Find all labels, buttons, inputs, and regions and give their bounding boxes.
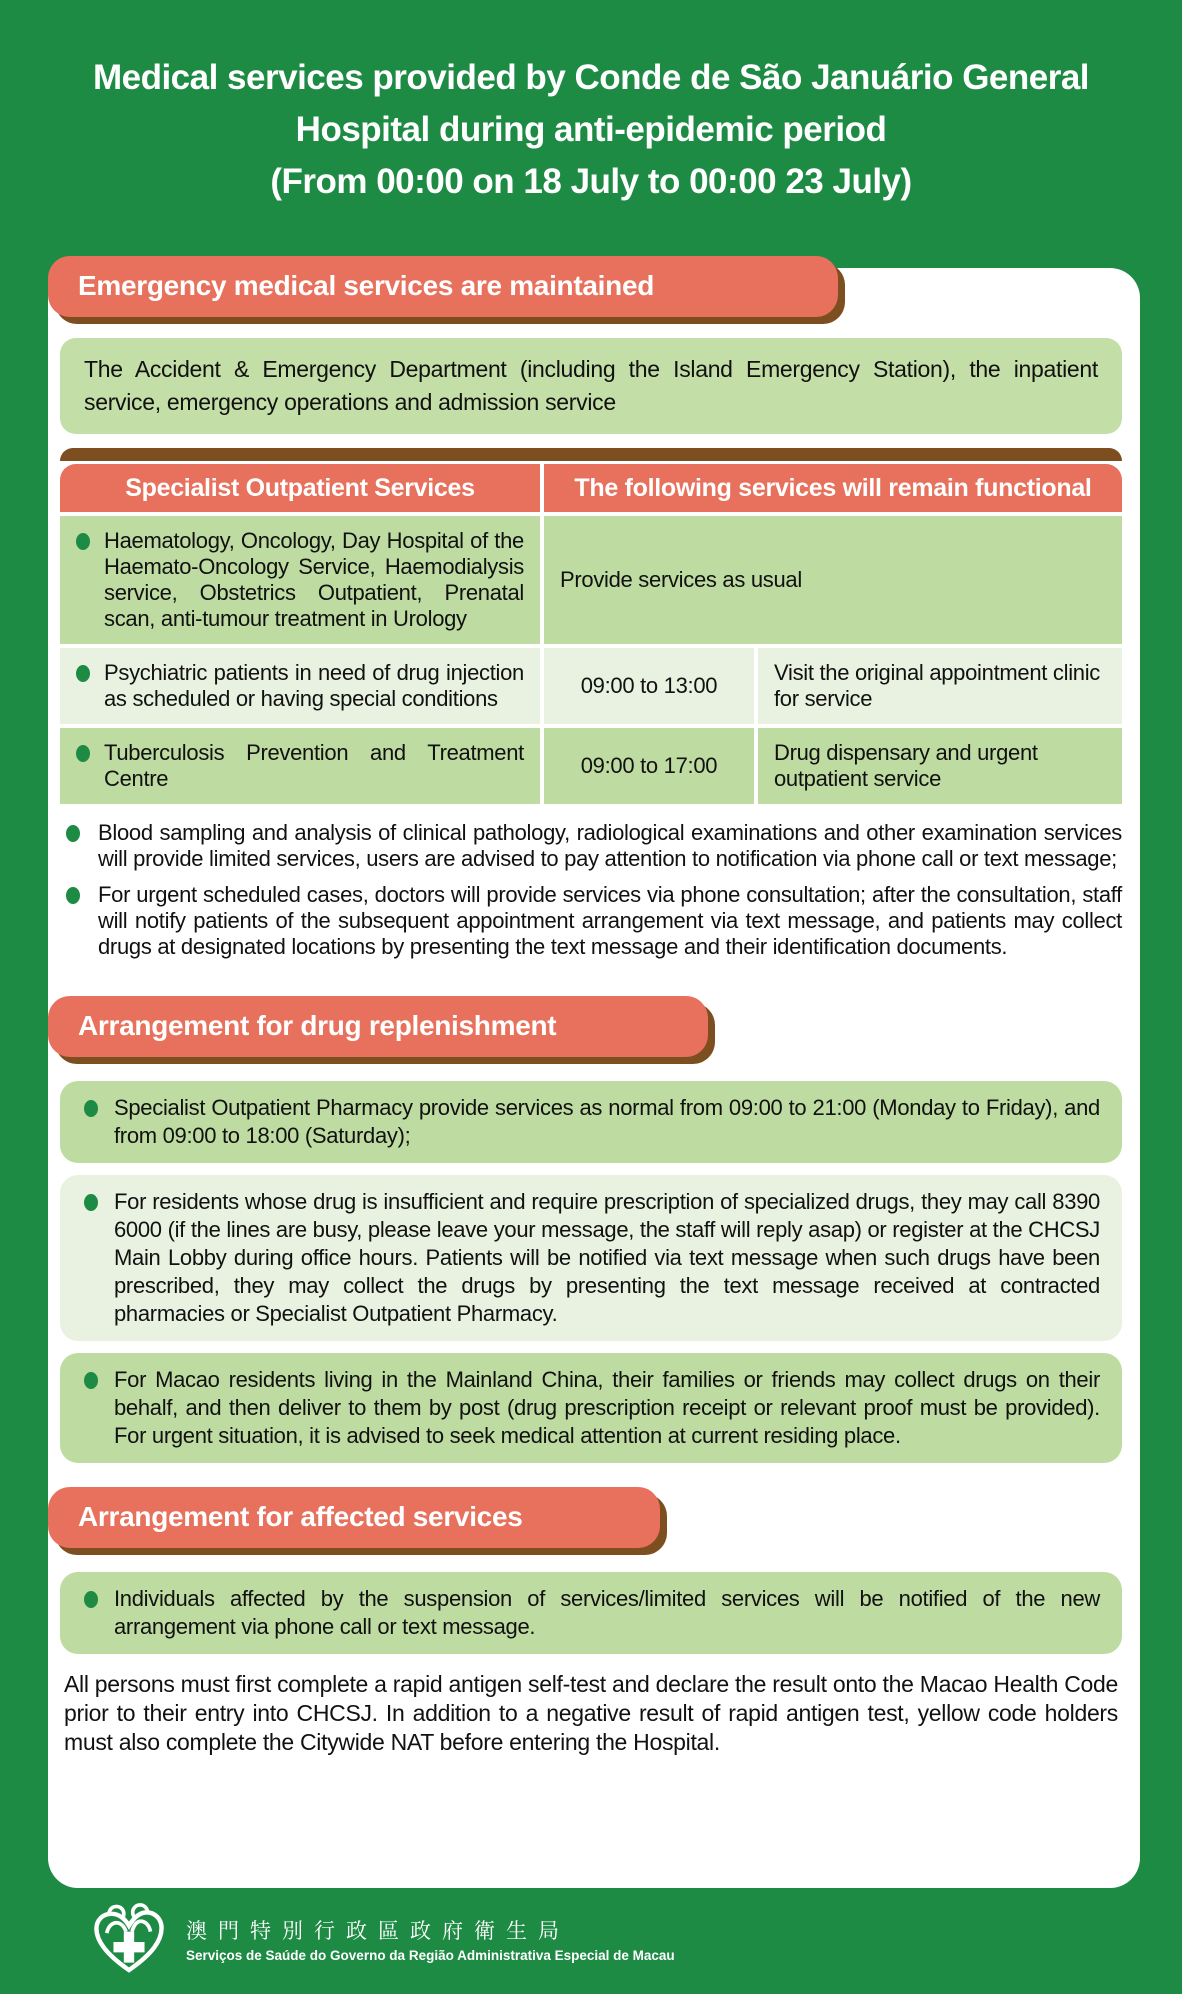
page-title [0, 0, 1182, 208]
drug-item [60, 1175, 1122, 1341]
affected-item-text: Individuals affected by the suspension of services/limited services will be notified of the new arrangement via phone call or text message. [114, 1586, 1100, 1639]
table-row-note [544, 516, 1122, 644]
table-row-service [60, 728, 540, 804]
table-header-specialist: Specialist Outpatient Services [60, 464, 540, 512]
table-row-service [60, 648, 540, 724]
health-bureau-logo-icon [92, 1903, 166, 1980]
service-text: Psychiatric patients in need of drug injection as scheduled or having special conditions [104, 660, 524, 711]
bullet-dot-icon [66, 825, 80, 842]
bullet-dot-icon [84, 1372, 98, 1389]
emergency-notes [64, 820, 1122, 960]
bullet-dot-icon [76, 665, 90, 682]
bullet-dot-icon [84, 1100, 98, 1117]
title-line-2: Hospital during anti-epidemic period [295, 110, 887, 149]
org-name-chinese: 澳門特別行政區政府衛生局 [186, 1920, 570, 1943]
drug-item-text: Specialist Outpatient Pharmacy provide services as normal from 09:00 to 21:00 (Monday to Friday), and from 09:00 to 18:00 (Saturday); [114, 1095, 1100, 1148]
drug-item [60, 1353, 1122, 1463]
note-item [64, 820, 1122, 872]
banner-drug-replenishment: Arrangement for drug replenishment [48, 996, 708, 1057]
table-row-time: 09:00 to 13:00 [544, 648, 754, 724]
bullet-dot-icon [66, 887, 80, 904]
table-header-functional: The following services will remain functional [544, 464, 1122, 512]
content-card [48, 268, 1140, 1888]
org-name-portuguese: Serviços de Saúde do Governo da Região Administrativa Especial de Macau [186, 1948, 675, 1963]
note-item [64, 882, 1122, 960]
emergency-intro-box: The Accident & Emergency Department (including the Island Emergency Station), the inpatient service, emergency operations and admission service [60, 338, 1122, 434]
table-row-time: 09:00 to 17:00 [544, 728, 754, 804]
note-text: Provide services as usual [560, 567, 802, 592]
table-row-note [758, 728, 1122, 804]
drug-item [60, 1081, 1122, 1163]
title-line-1: Medical services provided by Conde de São Januário General [92, 58, 1090, 97]
bullet-dot-icon [76, 745, 90, 762]
affected-item [60, 1572, 1122, 1654]
footer-org-names [186, 1919, 675, 1963]
bullet-dot-icon [84, 1591, 98, 1608]
table-row-note [758, 648, 1122, 724]
banner-emergency-services: Emergency medical services are maintained [48, 256, 838, 317]
table-row-service [60, 516, 540, 644]
drug-item-text: For residents whose drug is insufficient and require prescription of specialized drugs, they may call 8390 6000 (if the lines are busy, please leave your message, the staff will reply asap) or register at the CHCSJ Main Lobby during office hours. Patients will be notified via text message when such drugs have been prescribed, they may collect the drugs by presenting the text message received at contracted pharmacies or Specialist Outpatient Pharmacy. [114, 1189, 1100, 1326]
services-table [60, 448, 1122, 804]
note-text: Drug dispensary and urgent outpatient service [774, 740, 1038, 791]
footer [0, 1888, 1182, 1994]
table-top-accent [60, 448, 1122, 461]
closing-paragraph: All persons must first complete a rapid antigen self-test and declare the result onto the Macao Health Code prior to their entry into CHCSJ. In addition to a negative result of rapid antigen test, yellow code holders must also complete the Citywide NAT before entering the Hospital. [64, 1671, 1118, 1755]
service-text: Haematology, Oncology, Day Hospital of the Haemato-Oncology Service, Haemodialysis service, Obstetrics Outpatient, Prenatal scan, anti-tumour treatment in Urology [104, 528, 524, 631]
services-table-grid [60, 464, 1122, 804]
note-text: Blood sampling and analysis of clinical pathology, radiological examinations and other examination services will provide limited services, users are advised to pay attention to notification via phone call or text message; [98, 820, 1122, 871]
content-card-wrapper [48, 268, 1140, 1888]
service-text: Tuberculosis Prevention and Treatment Centre [104, 740, 524, 791]
drug-item-text: For Macao residents living in the Mainland China, their families or friends may collect drugs on their behalf, and then deliver to them by post (drug prescription receipt or relevant proof must be provided). For urgent situation, it is advised to seek medical attention at current residing place. [114, 1367, 1100, 1448]
banner-affected-services: Arrangement for affected services [48, 1487, 660, 1548]
note-text: For urgent scheduled cases, doctors will provide services via phone consultation; after the consultation, staff will notify patients of the subsequent appointment arrangement via text message, and patients may collect drugs at designated locations by presenting the text message and their identification documents. [98, 882, 1122, 959]
note-text: Visit the original appointment clinic for service [774, 660, 1101, 711]
title-line-3: (From 00:00 on 18 July to 00:00 23 July) [270, 162, 912, 201]
bullet-dot-icon [76, 533, 90, 550]
bullet-dot-icon [84, 1194, 98, 1211]
